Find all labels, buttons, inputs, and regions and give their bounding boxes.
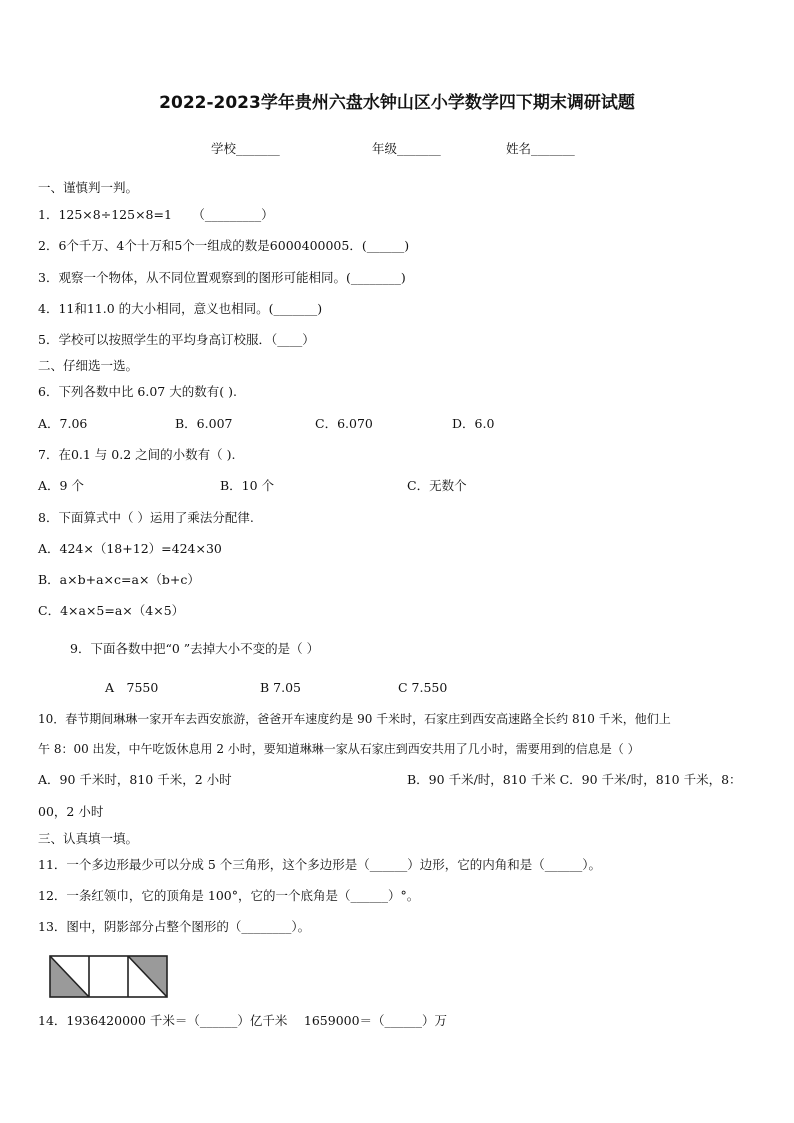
student-name-field: 姓名_______ [506, 141, 575, 156]
page-title: 2022-2023学年贵州六盘水钟山区小学数学四下期末调研试题 [159, 93, 635, 113]
question-10-line-1: 10．春节期间琳琳一家开车去西安旅游，爸爸开车速度约是 90 千米时，石家庄到西安高速路全长约 810 千米，他们上 [38, 712, 671, 726]
question-7-option-b: B．10 个 [220, 478, 275, 493]
question-11: 11．一个多边形最少可以分成 5 个三角形，这个多边形是（______）边形，它的内角和是（______）。 [38, 857, 602, 872]
shaded-squares-figure [49, 955, 169, 999]
question-4: 4．11和11.0 的大小相同，意义也相同。(_______) [38, 301, 323, 316]
question-9: 9．下面各数中把“0 ”去掉大小不变的是（ ） [70, 641, 320, 656]
question-8-option-a: A．424×（18+12）=424×30 [38, 541, 222, 556]
question-6-option-d: D．6.0 [452, 416, 495, 431]
question-8: 8．下面算式中（ ）运用了乘法分配律. [38, 510, 254, 525]
question-7-option-a: A．9 个 [38, 478, 84, 493]
question-2: 2．6个千万、4个十万和5个一组成的数是6000400005．(______) [38, 238, 410, 253]
question-7-option-c: C．无数个 [407, 478, 467, 493]
question-6-option-c: C．6.070 [315, 416, 373, 431]
question-6-option-a: A．7.06 [38, 416, 88, 431]
grade-field: 年级_______ [372, 141, 441, 156]
question-9-option-b: B 7.05 [260, 680, 301, 695]
question-5: 5．学校可以按照学生的平均身高订校服．（____） [38, 332, 315, 347]
question-6-option-b: B．6.007 [175, 416, 233, 431]
question-8-option-c: C．4×a×5=a×（4×5） [38, 603, 185, 618]
section-heading-3: 三、认真填一填。 [38, 831, 139, 846]
section-heading-2: 二、仔细选一选。 [38, 358, 139, 373]
question-9-option-a: A 7550 [105, 680, 159, 695]
question-10-options-b-c: B．90 千米/时，810 千米 C．90 千米/时，810 千米，8： [407, 772, 742, 787]
question-14: 14．1936420000 千米＝（______）亿千米 1659000＝（______）万 [38, 1013, 448, 1028]
question-12: 12．一条红领巾，它的顶角是 100°，它的一个底角是（______）°。 [38, 888, 420, 903]
section-heading-1: 一、谨慎判一判。 [38, 180, 139, 195]
school-field: 学校_______ [211, 141, 280, 156]
question-3: 3．观察一个物体，从不同位置观察到的图形可能相同。(________) [38, 270, 406, 285]
question-1: 1．125×8÷125×8=1 （_________） [38, 207, 274, 222]
question-13: 13．图中，阴影部分占整个图形的（________）。 [38, 919, 311, 934]
question-10-line-2: 午 8：00 出发，中午吃饭休息用 2 小时，要知道琳琳一家从石家庄到西安共用了几小时，需要用到的信息是（ ） [38, 742, 640, 756]
question-10-option-a: A．90 千米时，810 千米，2 小时 [38, 772, 232, 787]
question-8-option-b: B．a×b+a×c=a×（b+c） [38, 572, 200, 587]
question-10-line-4: 00，2 小时 [38, 804, 104, 819]
question-6: 6．下列各数中比 6.07 大的数有( ). [38, 384, 237, 399]
question-9-option-c: C 7.550 [398, 680, 448, 695]
question-7: 7．在0.1 与 0.2 之间的小数有（ ). [38, 447, 236, 462]
